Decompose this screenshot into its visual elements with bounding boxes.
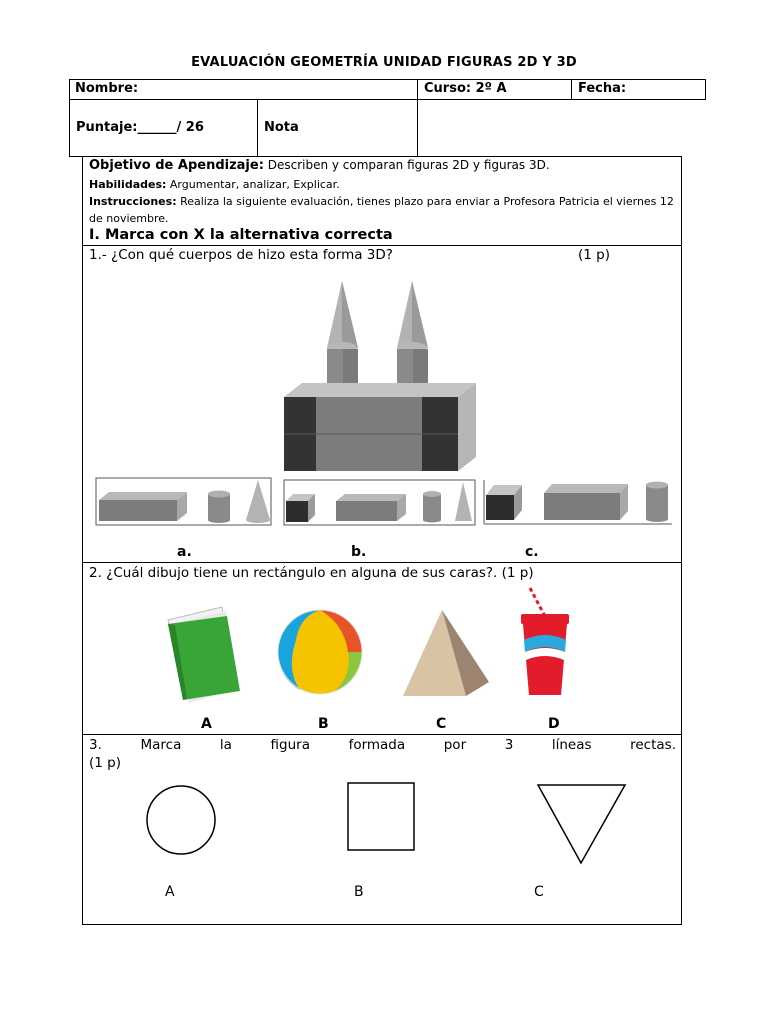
q3-word: figura <box>270 737 310 753</box>
instrucciones-label: Instrucciones: <box>89 195 177 208</box>
q3-option-b-label[interactable]: B <box>354 884 364 900</box>
q3-word: 3 <box>504 737 514 753</box>
page-title: EVALUACIÓN GEOMETRÍA UNIDAD FIGURAS 2D Y 3D <box>191 55 577 70</box>
q3-word: por <box>443 737 467 753</box>
q1-option-c-label[interactable]: c. <box>525 544 539 560</box>
instrucciones-text: Realiza la siguiente evaluación, tienes plazo para enviar a Profesora Patricia el viernes 12 de noviembre. <box>89 195 674 225</box>
habilidades-text: Argumentar, analizar, Explicar. <box>169 178 340 191</box>
q2-option-b-label[interactable]: B <box>318 716 329 732</box>
q3-option-a-label[interactable]: A <box>165 884 175 900</box>
fecha-field[interactable]: Fecha: <box>578 81 627 96</box>
q3-text-line2: (1 p) <box>89 755 121 771</box>
q3-word: 3. <box>89 737 102 753</box>
q3-word: Marca <box>140 737 182 753</box>
puntaje-field[interactable]: Puntaje:______/ 26 <box>76 120 204 135</box>
q2-text: 2. ¿Cuál dibujo tiene un rectángulo en alguna de sus caras?. (1 p) <box>89 565 534 581</box>
nombre-field[interactable]: Nombre: <box>75 81 139 96</box>
objetivo-text: Describen y comparan figuras 2D y figuras 3D. <box>267 158 550 172</box>
nota-field[interactable]: Nota <box>264 120 299 135</box>
q1-option-b-label[interactable]: b. <box>351 544 367 560</box>
q3-circle-shape[interactable] <box>147 786 215 854</box>
q1-option-a-label[interactable]: a. <box>177 544 192 560</box>
q2-option-a-label[interactable]: A <box>201 716 212 732</box>
q3-option-c-label[interactable]: C <box>534 884 544 900</box>
q3-word: la <box>219 737 232 753</box>
q3-triangle-shape[interactable] <box>538 785 625 863</box>
q1-points: (1 p) <box>578 247 610 263</box>
q2-option-d-label[interactable]: D <box>548 716 560 732</box>
objetivo-label: Objetivo de Apendizaje: <box>89 158 264 173</box>
section-heading: I. Marca con X la alternativa correcta <box>89 227 393 243</box>
q3-word: rectas. <box>630 737 676 753</box>
q1-text: 1.- ¿Con qué cuerpos de hizo esta forma 3D? <box>89 247 393 263</box>
q3-word: formada <box>348 737 406 753</box>
q3-square-shape[interactable] <box>348 783 414 850</box>
curso-label: Curso: 2º A <box>424 81 507 96</box>
q3-word: líneas <box>551 737 592 753</box>
habilidades-label: Habilidades: <box>89 178 167 191</box>
q2-option-c-label[interactable]: C <box>436 716 447 732</box>
